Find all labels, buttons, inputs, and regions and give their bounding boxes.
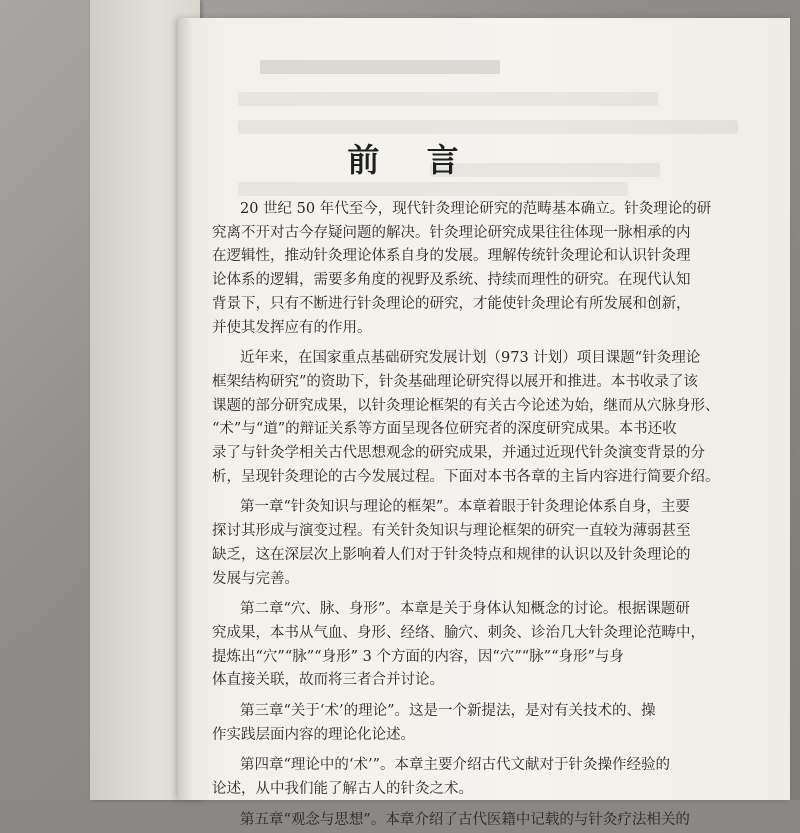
text-line: 发展与完善。 xyxy=(212,570,299,587)
text-line: 论述，从中我们能了解古人的针灸之术。 xyxy=(212,781,473,798)
paragraph-gap xyxy=(212,591,612,598)
text-line: 第三章“关于‘术’的理论”。这是一个新提法，是对有关技术的、操 xyxy=(240,703,656,720)
text-line: 第四章“理论中的‘术’”。本章主要介绍古代文献对于针灸操作经验的 xyxy=(240,757,671,774)
text-line: 在逻辑性，推动针灸理论体系自身的发展。理解传统针灸理论和认识针灸理 xyxy=(212,248,691,265)
text-line: 析，呈现针灸理论的古今发展过程。下面对本书各章的主旨内容进行简要介绍。 xyxy=(212,468,720,485)
text-line: 20 世纪 50 年代至今，现代针灸理论研究的范畴基本确立。针灸理论的研 xyxy=(240,201,712,217)
text-line: 近年来，在国家重点基础研究发展计划（973 计划）项目课题“针灸理论 xyxy=(240,350,701,367)
paragraph-gap xyxy=(212,340,612,347)
page-title: 前 言 xyxy=(347,141,477,179)
paragraph-gap xyxy=(212,747,612,754)
text-line: 究离不开对古今存疑问题的解决。针灸理论研究成果往往体现一脉相承的内 xyxy=(212,224,691,241)
text-line: 提炼出“穴”“脉”“身形” 3 个方面的内容，因“穴”“脉”“身形”与身 xyxy=(212,648,624,665)
text-line: 探讨其形成与演变过程。有关针灸知识与理论框架的研究一直较为薄弱甚至 xyxy=(212,523,691,540)
text-line: 背景下，只有不断进行针灸理论的研究，才能使针灸理论有所发展和创新， xyxy=(212,295,691,312)
text-line: 论体系的逻辑，需要多角度的视野及系统、持续而理性的研究。在现代认知 xyxy=(212,272,691,289)
preface-body xyxy=(212,198,720,833)
text-line: 缺乏，这在深层次上影响着人们对于针灸特点和规律的认识以及针灸理论的 xyxy=(212,546,691,563)
text-line: 究成果，本书从气血、身形、经络、腧穴、刺灸、诊治几大针灸理论范畴中， xyxy=(212,624,705,641)
paragraph-gap xyxy=(212,489,612,496)
paragraph-gap xyxy=(212,802,612,809)
text-line: 第五章“观念与思想”。本章介绍了古代医籍中记载的与针灸疗法相关的 xyxy=(240,811,690,828)
text-line: 第一章“针灸知识与理论的框架”。本章着眼于针灸理论体系自身，主要 xyxy=(240,499,690,516)
text-line: 第二章“穴、脉、身形”。本章是关于身体认知概念的讨论。根据课题研 xyxy=(240,601,690,618)
text-line: 作实践层面内容的理论化论述。 xyxy=(212,726,415,743)
text-line: “术”与“道”的辩证关系等方面呈现各位研究者的深度研究成果。本书还收 xyxy=(212,421,677,438)
show-through-text xyxy=(238,182,628,196)
text-line: 并使其发挥应有的作用。 xyxy=(212,319,372,336)
show-through-text xyxy=(238,120,738,134)
paragraph-gap xyxy=(212,693,612,700)
text-line: 体直接关联，故而将三者合并讨论。 xyxy=(212,672,444,689)
show-through-running-head xyxy=(260,60,500,74)
text-line: 课题的部分研究成果，以针灸理论框架的有关古今论述为始，继而从穴脉身形、 xyxy=(212,397,720,414)
text-line: 框架结构研究”的资助下，针灸基础理论研究得以展开和推进。本书收录了该 xyxy=(212,373,698,390)
show-through-text xyxy=(238,92,658,106)
text-line: 录了与针灸学相关古代思想观念的研究成果，并通过近现代针灸演变背景的分 xyxy=(212,445,705,462)
